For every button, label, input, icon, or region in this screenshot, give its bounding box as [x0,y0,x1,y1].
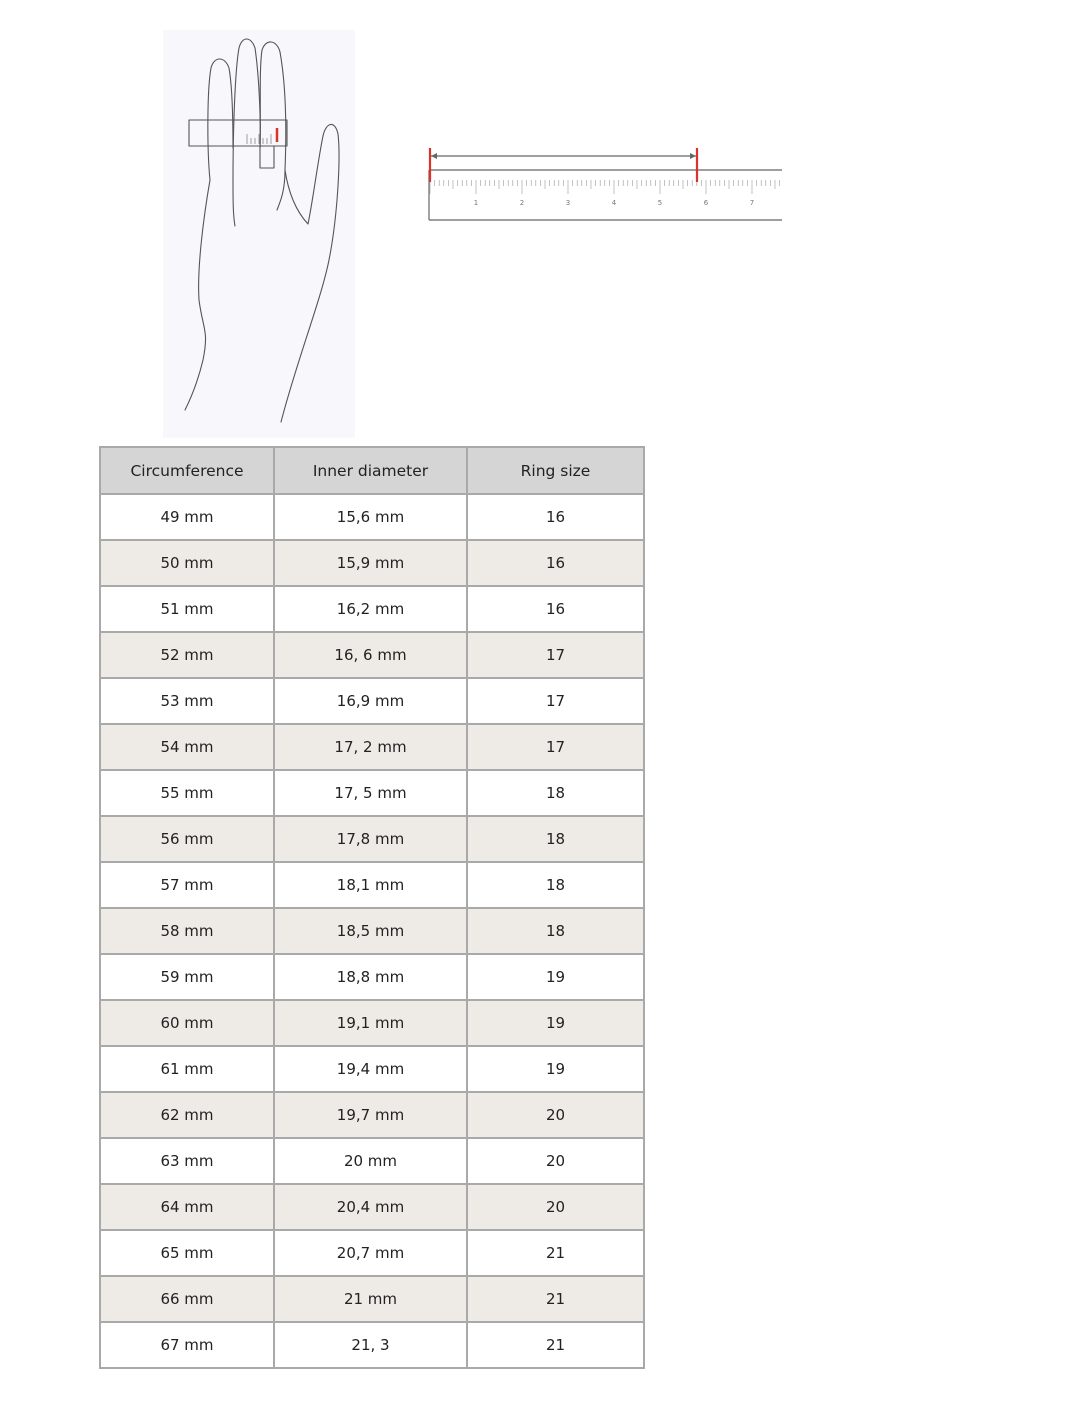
table-row [100,1000,644,1046]
table-row [100,724,644,770]
circumference-cell: 66 mm [100,1276,274,1322]
ring-size-cell: 17 [467,724,644,770]
circumference-cell: 59 mm [100,954,274,1000]
circumference-cell: 54 mm [100,724,274,770]
ring-size-cell: 18 [467,816,644,862]
circumference-cell: 67 mm [100,1322,274,1368]
table-row [100,816,644,862]
table-row [100,954,644,1000]
inner-diameter-cell: 16,2 mm [274,586,467,632]
table-row [100,678,644,724]
ring-size-cell: 16 [467,540,644,586]
ring-size-cell: 16 [467,494,644,540]
ring-size-cell: 21 [467,1230,644,1276]
inner-diameter-cell: 20,4 mm [274,1184,467,1230]
ring-size-cell: 20 [467,1092,644,1138]
inner-diameter-cell: 17, 5 mm [274,770,467,816]
ring-size-cell: 20 [467,1184,644,1230]
circumference-cell: 62 mm [100,1092,274,1138]
inner-diameter-cell: 18,5 mm [274,908,467,954]
inner-diameter-cell: 15,9 mm [274,540,467,586]
circumference-cell: 61 mm [100,1046,274,1092]
table-row [100,1276,644,1322]
table-row [100,770,644,816]
ruler-number-label: 2 [519,199,525,207]
inner-diameter-cell: 20 mm [274,1138,467,1184]
ring-size-cell: 19 [467,1000,644,1046]
ring-size-cell: 21 [467,1276,644,1322]
ring-size-cell: 17 [467,678,644,724]
table-header-row [100,447,644,494]
inner-diameter-cell: 19,1 mm [274,1000,467,1046]
circumference-cell: 64 mm [100,1184,274,1230]
circumference-cell: 50 mm [100,540,274,586]
ring-size-cell: 19 [467,1046,644,1092]
ring-size-cell: 19 [467,954,644,1000]
ring-size-cell: 16 [467,586,644,632]
table-row [100,862,644,908]
ring-size-cell: 21 [467,1322,644,1368]
inner-diameter-cell: 18,1 mm [274,862,467,908]
circumference-cell: 52 mm [100,632,274,678]
table-row [100,494,644,540]
table-row [100,586,644,632]
ring-size-cell: 17 [467,632,644,678]
ring-size-header: Ring size [467,447,644,494]
ruler-number-label: 1 [473,199,479,207]
table-row [100,1184,644,1230]
table-row [100,1138,644,1184]
circumference-cell: 55 mm [100,770,274,816]
table-row [100,540,644,586]
ruler-number-label: 4 [611,199,617,207]
ruler-number-label: 5 [657,199,663,207]
circumference-cell: 60 mm [100,1000,274,1046]
inner-diameter-cell: 17, 2 mm [274,724,467,770]
ring-size-cell: 18 [467,908,644,954]
inner-diameter-cell: 21, 3 [274,1322,467,1368]
hand-with-measuring-strip-icon [163,30,355,438]
circumference-cell: 58 mm [100,908,274,954]
inner-diameter-cell: 21 mm [274,1276,467,1322]
circumference-cell: 51 mm [100,586,274,632]
ruler-number-label: 3 [565,199,571,207]
ring-size-cell: 18 [467,862,644,908]
table-row [100,1092,644,1138]
ring-size-cell: 20 [467,1138,644,1184]
table-row [100,1046,644,1092]
circumference-cell: 57 mm [100,862,274,908]
ring-size-table [99,446,645,1369]
circumference-cell: 63 mm [100,1138,274,1184]
inner-diameter-cell: 16, 6 mm [274,632,467,678]
inner-diameter-cell: 19,7 mm [274,1092,467,1138]
circumference-header: Circumference [100,447,274,494]
inner-diameter-cell: 17,8 mm [274,816,467,862]
inner-diameter-cell: 16,9 mm [274,678,467,724]
circumference-cell: 49 mm [100,494,274,540]
circumference-cell: 53 mm [100,678,274,724]
table-row [100,1230,644,1276]
inner-diameter-cell: 19,4 mm [274,1046,467,1092]
table-row [100,908,644,954]
circumference-cell: 56 mm [100,816,274,862]
circumference-cell: 65 mm [100,1230,274,1276]
table-row [100,632,644,678]
inner-diameter-header: Inner diameter [274,447,467,494]
inner-diameter-cell: 20,7 mm [274,1230,467,1276]
ruler-number-label: 7 [749,199,755,207]
ruler-measurement-icon [420,140,790,230]
table-row [100,1322,644,1368]
inner-diameter-cell: 15,6 mm [274,494,467,540]
ring-size-cell: 18 [467,770,644,816]
inner-diameter-cell: 18,8 mm [274,954,467,1000]
ruler-number-label: 6 [703,199,709,207]
